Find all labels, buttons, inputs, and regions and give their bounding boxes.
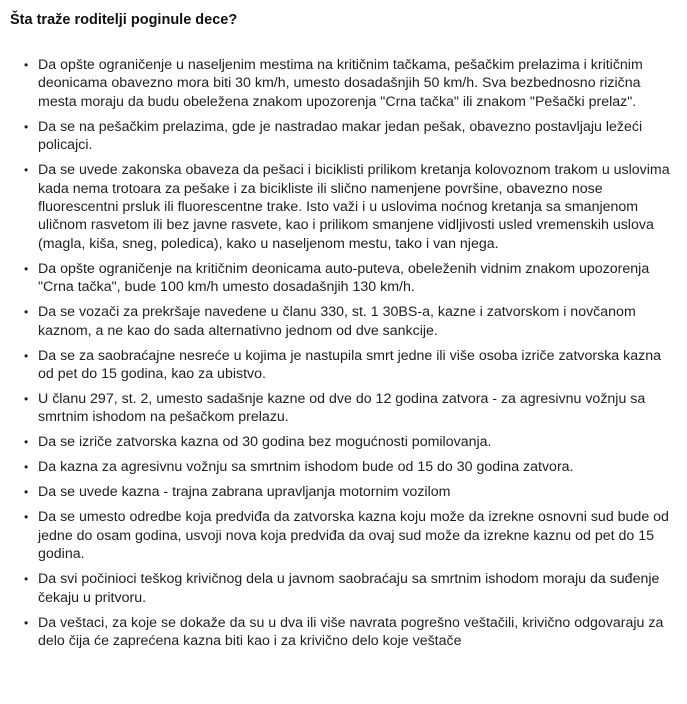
list-item-text: Da se izriče zatvorska kazna od 30 godina bez mogućnosti pomilovanja.	[38, 434, 492, 451]
list-item-text: Da svi počinioci teškog krivičnog dela u javnom saobraćaju sa smrtnim ishodom moraju da suđenje čekaju u pritvoru.	[38, 571, 660, 606]
list-item-text: Da se uvede kazna - trajna zabrana upravljanja motornim vozilom	[38, 484, 451, 501]
bullet-icon: •	[24, 510, 29, 525]
list-item-text: Da se na pešačkim prelazima, gde je nastradao makar jedan pešak, obavezno postavljaju ležeći policajci.	[38, 118, 643, 154]
list-item	[0, 508, 687, 563]
bullet-icon: •	[24, 305, 29, 320]
list-item	[0, 260, 687, 297]
list-item	[0, 118, 687, 155]
list-item-text: Da opšte ograničenje na kritičnim deonicama auto-puteva, obeleženih vidnim znakom upozorenja "Crna tačka", bude 100 km/h umesto dosadašnjih 130 km/h.	[38, 260, 650, 296]
list-item-text: Da se za saobraćajne nesreće u kojima je nastupila smrt jedne ili više osoba izriče zatvorska kazna od pet do 15 godina, kao za ubistvo.	[38, 347, 661, 383]
bullet-icon: •	[24, 348, 29, 363]
list-item	[0, 56, 687, 111]
list-item-text: Da veštaci, za koje se dokaže da su u dva ili više navrata pogrešno veštačili, krivično odgovaraju za delo čija će zaprećena kazna biti kao i za krivično delo koje veštače	[38, 614, 664, 650]
bullet-icon: •	[24, 392, 29, 407]
bullet-icon: •	[24, 615, 29, 630]
list-item	[0, 390, 687, 427]
bullet-icon: •	[24, 460, 29, 475]
bullet-icon: •	[24, 261, 29, 276]
bullet-icon: •	[24, 485, 29, 500]
list-item	[0, 433, 687, 451]
bullet-icon: •	[24, 58, 29, 72]
bullet-icon: •	[24, 119, 29, 134]
list-item	[0, 458, 687, 476]
demands-list	[0, 56, 687, 657]
list-item	[0, 347, 687, 384]
list-item	[0, 483, 687, 501]
list-item-text: Da se uvede zakonska obaveza da pešaci i biciklisti prilikom kretanja kolovoznom trakom u uslovima kada nema trotoara za pešake i za bicikliste ili slično namenjene površine, obavezno nose fluorescentni prsluk ili fluorescentne trake. Isto važi i u uslovima noćnog kretanja sa smanjenom uličnom rasvetom ili bez javne rasvete, kao i prilikom smanjene vidljivosti usled vremenskih uslova (magla, kiša, sneg, poledica), kako u naseljenom mestu, tako i van njega.	[38, 162, 670, 252]
list-item-text: Da kazna za agresivnu vožnju sa smrtnim ishodom bude od 15 do 30 godina zatvora.	[38, 459, 574, 476]
article-title: Šta traže roditelji poginule dece?	[10, 12, 238, 28]
list-item-text: U članu 297, st. 2, umesto sadašnje kazne od dve do 12 godina zatvora - za agresivnu vožnju sa smrtnim ishodom na pešačkom prelazu.	[38, 391, 646, 426]
list-item-text: Da se umesto odredbe koja predviđa da zatvorska kazna koju može da izrekne osnovni sud bude od jedne do osam godina, usvoji nova koja predviđa da ovaj sud može da izrekne kaznu od pet do 15 godina.	[38, 509, 669, 563]
bullet-icon: •	[24, 435, 29, 450]
bullet-icon: •	[24, 163, 29, 178]
list-item	[0, 303, 687, 340]
bullet-icon: •	[24, 572, 29, 587]
list-item	[0, 614, 687, 651]
list-item-text: Da se vozači za prekršaje navedene u članu 330, st. 1 30BS-a, kazne i zatvorskom i novčanom kaznom, a ne kao do sada alternativno jednom od dve sankcije.	[38, 304, 636, 339]
list-item	[0, 570, 687, 607]
list-item	[0, 161, 687, 253]
list-item-text: Da opšte ograničenje u naseljenim mestima na kritičnim tačkama, pešačkim prelazima i kritičnim deonicama obavezno mora biti 30 km/h, umesto dosadašnjih 50 km/h. Sva bezbednosno rizična mesta moraju da budu obeležena znakom upozorenja "Crna tačka" ili znakom "Pešački prelaz".	[38, 57, 643, 110]
